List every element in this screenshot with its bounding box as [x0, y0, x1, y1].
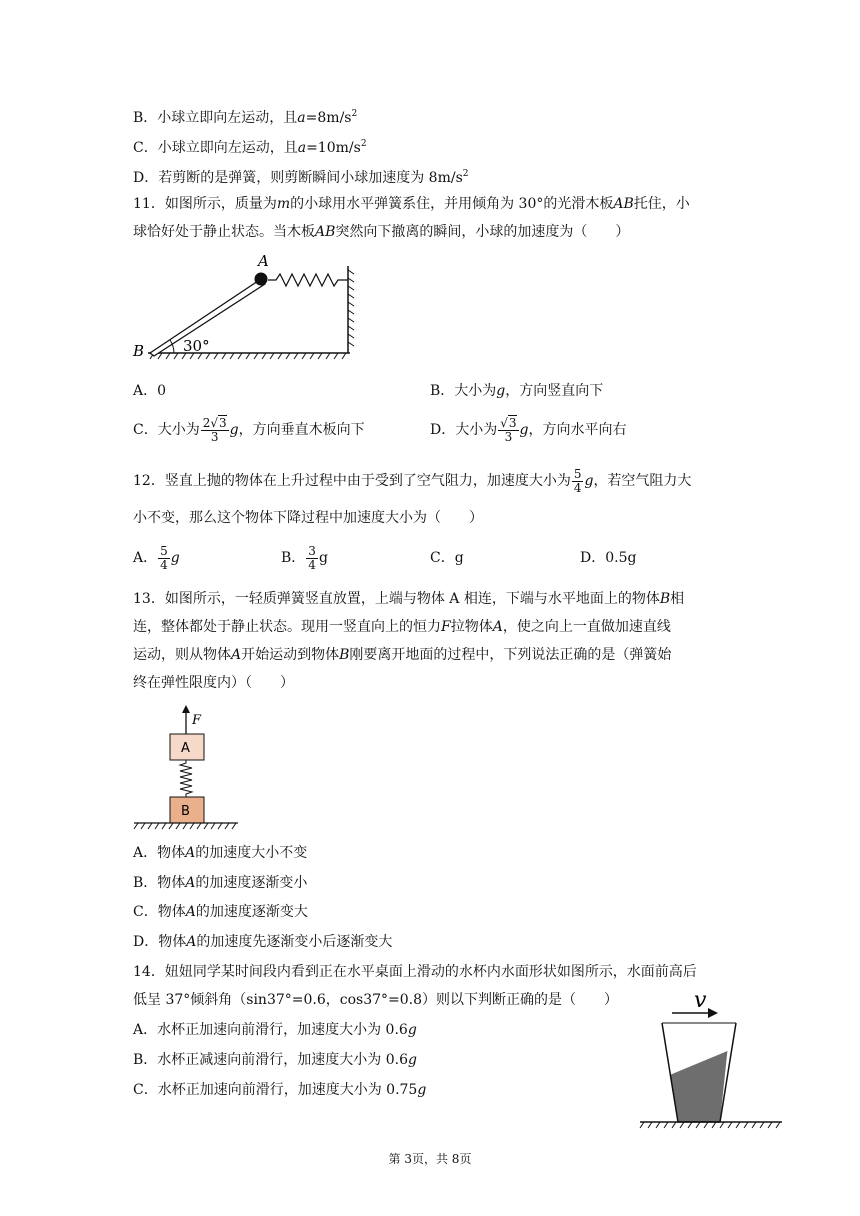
- q13-stem-line4: 终在弹性限度内）（ ）: [133, 675, 294, 691]
- q11-option-b: B．大小为g，方向竖直向下: [430, 383, 604, 399]
- q13-block-b-label: B: [181, 804, 190, 819]
- q11-option-d: D．大小为 $\frac{√3}{3}$ g，方向水平向右: [430, 415, 627, 444]
- q12-stem-line1: 12．竖直上抛的物体在上升过程中由于受到了空气阻力，加速度大小为 $\frac{5}{4}$ g，若空气阻力大: [133, 466, 692, 495]
- q11-stem-line2: 球恰好处于静止状态。当木板AB突然向下撤离的瞬间，小球的加速度为（ ）: [133, 224, 630, 240]
- q10-option-d: D．若剪断的是弹簧，则剪断瞬间小球加速度为 $8m/s^2$: [133, 169, 469, 186]
- q14-option-a: A．水杯正加速向前滑行，加速度大小为 0.6g: [133, 1022, 417, 1038]
- q13-stem-line3: 运动，则从物体A开始运动到物体B刚要离开地面的过程中，下列说法正确的是（弹簧始: [133, 647, 672, 663]
- q14-stem-line1: 14．妞妞同学某时间段内看到正在水平桌面上滑动的水杯内水面形状如图所示，水面前高后: [133, 964, 697, 980]
- q11-label-a: A: [258, 252, 269, 270]
- q11-angle-label: 30°: [183, 337, 210, 355]
- q11-stem-line1: 11．如图所示，质量为m的小球用水平弹簧系住，并用倾角为 30°的光滑木板AB托住，小: [133, 196, 690, 212]
- q13-option-a: A．物体A的加速度大小不变: [133, 845, 308, 861]
- q13-stem-line2: 连，整体都处于静止状态。现用一竖直向上的恒力F拉物体A，使之向上一直做加速直线: [133, 619, 671, 635]
- q14-option-c: C．水杯正加速向前滑行，加速度大小为 0.75g: [133, 1082, 427, 1098]
- q13-spring-blocks-figure: [130, 702, 242, 832]
- q11-option-a: A．0: [133, 383, 167, 399]
- q10-option-c: C．小球立即向左运动，且$a=10m/s^2$: [133, 139, 367, 156]
- page-footer: 第 3页，共 8页: [388, 1152, 472, 1166]
- q14-stem-line2: 低呈 37°倾斜角（sin37°=0.6，cos37°=0.8）则以下判断正确的是（ ）: [133, 992, 619, 1008]
- q13-option-b: B．物体A的加速度逐渐变小: [133, 875, 308, 891]
- q13-force-label: F: [192, 713, 202, 728]
- q13-block-a-label: A: [181, 741, 190, 756]
- q12-option-b: B． $\frac{3}{4}$ g: [281, 543, 328, 572]
- q14-cup-figure: [636, 990, 786, 1134]
- q11-option-c: C．大小为 $\frac{2√3}{3}$ g，方向垂直木板向下: [133, 415, 365, 444]
- q12-option-a: A． $\frac{5}{4}$ g: [133, 543, 180, 572]
- q12-option-c: C．g: [430, 550, 464, 566]
- q13-stem-line1: 13．如图所示，一轻质弹簧竖直放置，上端与物体 A 相连，下端与水平地面上的物体B相: [133, 591, 685, 607]
- q11-label-b: B: [133, 342, 145, 360]
- q12-stem-line2: 小不变，那么这个物体下降过程中加速度大小为（ ）: [133, 510, 483, 526]
- q14-velocity-label: v: [694, 990, 707, 1013]
- q13-option-c: C．物体A的加速度逐渐变大: [133, 904, 308, 920]
- q12-option-d: D．0.5g: [580, 550, 637, 566]
- q11-incline-figure: [130, 252, 370, 364]
- q13-option-d: D．物体A的加速度先逐渐变小后逐渐变大: [133, 934, 393, 950]
- q14-option-b: B．水杯正减速向前滑行，加速度大小为 0.6g: [133, 1052, 417, 1068]
- q10-option-b: B．小球立即向左运动，且$a=8m/s^2$: [133, 109, 358, 126]
